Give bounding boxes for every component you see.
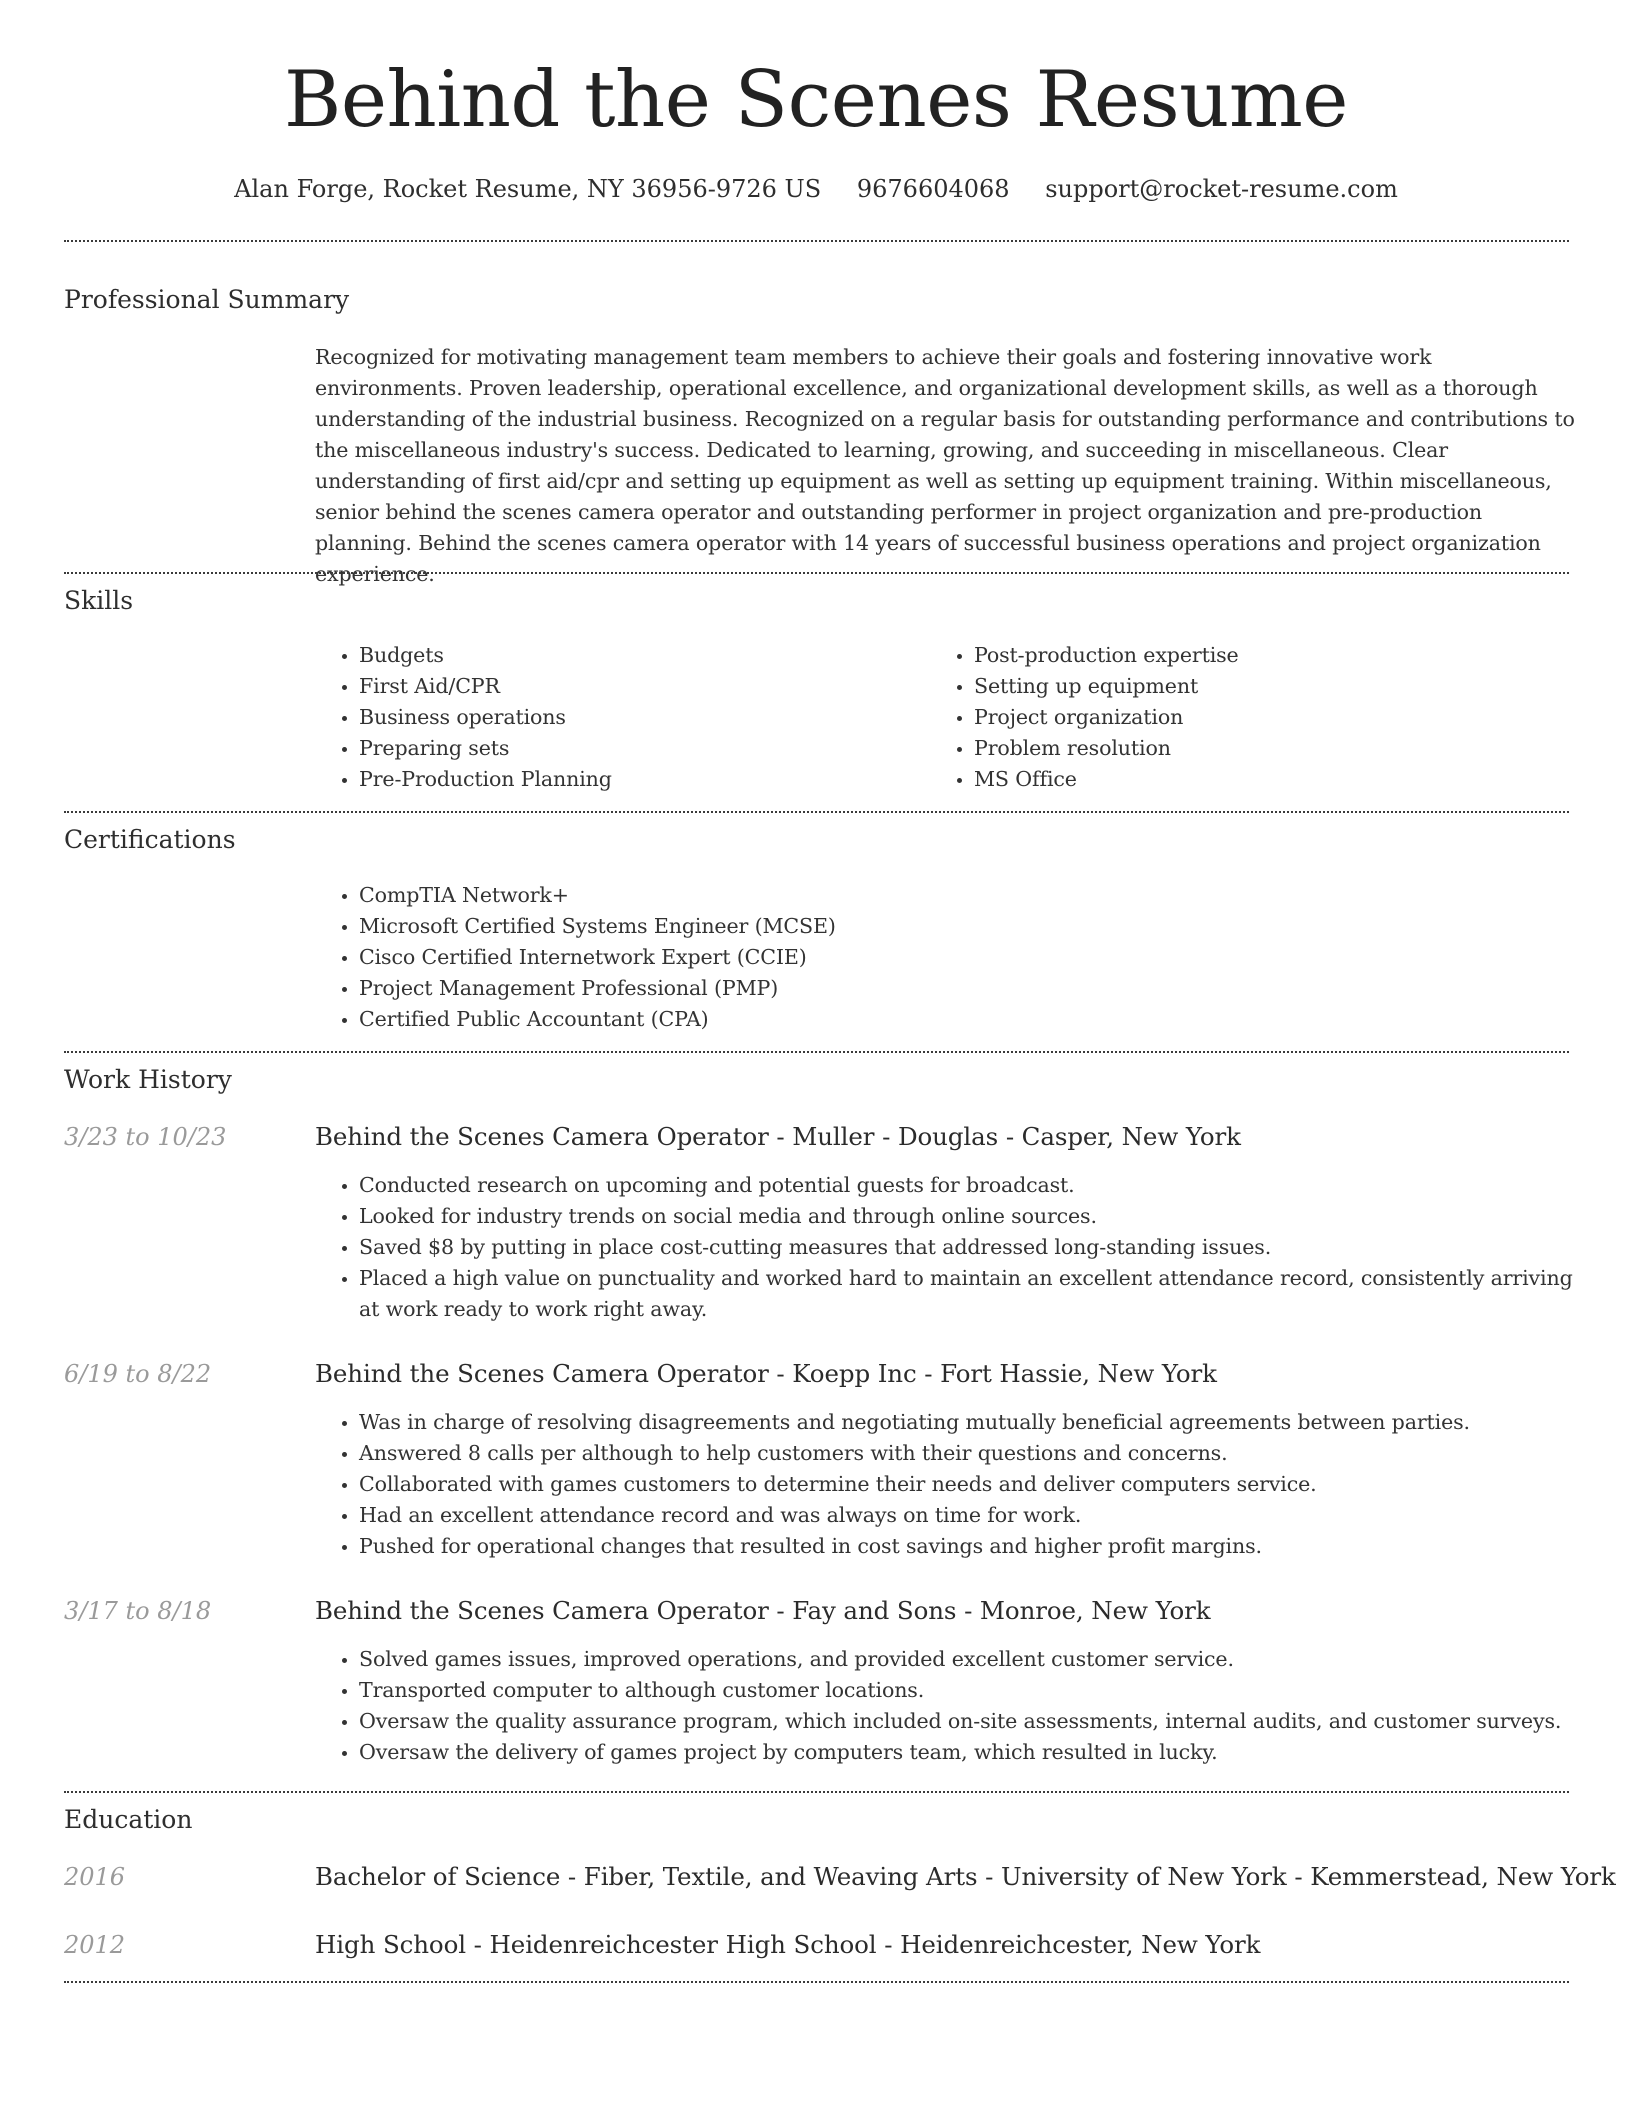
- education-entry: Bachelor of Science - Fiber, Textile, and Weaving Arts - University of New York - Kemmerstead, New York: [315, 1862, 1616, 1891]
- certification-item: • Project Management Professional (PMP): [359, 973, 1559, 1004]
- skill-item: • Setting up equipment: [974, 671, 1574, 702]
- skill-item: • Budgets: [359, 640, 919, 671]
- skill-item: • MS Office: [974, 764, 1574, 795]
- job-title: Behind the Scenes Camera Operator - Fay and Sons - Monroe, New York: [315, 1596, 1211, 1625]
- certification-item: • Microsoft Certified Systems Engineer (MCSE): [359, 911, 1559, 942]
- certification-item: • CompTIA Network+: [359, 880, 1559, 911]
- section-heading-skills: Skills: [64, 586, 134, 615]
- job-date: 3/23 to 10/23: [64, 1123, 227, 1151]
- summary-text: Recognized for motivating management team members to achieve their goals and fostering innovative work environments. Proven leadership, operational excellence, and organizational development skills, as well as a thorough understanding of the industrial business. Recognized on a regular basis for outstanding performance and contributions to the miscellaneous industry's success. Dedicated to learning, growing, and succeeding in miscellaneous. Clear understanding of first aid/cpr and setting up equipment as well as setting up equipment training. Within miscellaneous, senior behind the scenes camera operator and outstanding performer in project organization and pre-production planning. Behind the scenes camera operator with 14 years of successful business operations and project organization experience.: [315, 345, 1575, 586]
- divider: [64, 240, 1569, 242]
- skill-item: • Business operations: [359, 702, 919, 733]
- job-date: 3/17 to 8/18: [64, 1597, 212, 1625]
- education-entry: High School - Heidenreichcester High School - Heidenreichcester, New York: [315, 1930, 1261, 1959]
- certification-item: • Certified Public Accountant (CPA): [359, 1004, 1559, 1035]
- education-year: 2016: [64, 1863, 126, 1891]
- certifications-list: [315, 880, 1559, 1035]
- divider: [64, 1981, 1569, 1983]
- skill-item: • First Aid/CPR: [359, 671, 919, 702]
- job-date: 6/19 to 8/22: [64, 1360, 212, 1388]
- job-bullet: • Oversaw the delivery of games project by computers team, which resulted in lucky.: [359, 1737, 1577, 1768]
- skill-item: • Preparing sets: [359, 733, 919, 764]
- divider: [64, 811, 1569, 813]
- skills-list-right: [930, 640, 1574, 795]
- section-heading-work-history: Work History: [64, 1065, 232, 1094]
- certification-item: • Cisco Certified Internetwork Expert (CCIE): [359, 942, 1559, 973]
- job-bullets: [315, 1407, 1577, 1562]
- job-bullet: • Placed a high value on punctuality and worked hard to maintain an excellent attendance record, consistently arriving at work ready to work right away.: [359, 1263, 1577, 1325]
- contact-email: support@rocket-resume.com: [1045, 175, 1398, 203]
- job-bullet: • Had an excellent attendance record and was always on time for work.: [359, 1500, 1577, 1531]
- skills-list-left: [315, 640, 919, 795]
- job-bullets: [315, 1644, 1577, 1768]
- job-title: Behind the Scenes Camera Operator - Muller - Douglas - Casper, New York: [315, 1122, 1241, 1151]
- job-bullet: • Collaborated with games customers to determine their needs and deliver computers service.: [359, 1469, 1577, 1500]
- job-bullet: • Solved games issues, improved operations, and provided excellent customer service.: [359, 1644, 1577, 1675]
- job-bullet: • Pushed for operational changes that resulted in cost savings and higher profit margins.: [359, 1531, 1577, 1562]
- contact-address: Alan Forge, Rocket Resume, NY 36956-9726 US: [234, 175, 822, 203]
- skill-item: • Pre-Production Planning: [359, 764, 919, 795]
- section-heading-certifications: Certifications: [64, 825, 236, 854]
- contact-line: [0, 172, 1632, 206]
- divider: [64, 572, 1569, 574]
- education-year: 2012: [64, 1931, 126, 1959]
- job-bullet: • Looked for industry trends on social media and through online sources.: [359, 1201, 1577, 1232]
- job-title: Behind the Scenes Camera Operator - Koepp Inc - Fort Hassie, New York: [315, 1359, 1217, 1388]
- job-bullet: • Oversaw the quality assurance program, which included on-site assessments, internal audits, and customer surveys.: [359, 1706, 1577, 1737]
- contact-phone: 9676604068: [856, 175, 1010, 203]
- job-bullet: • Was in charge of resolving disagreements and negotiating mutually beneficial agreements between parties.: [359, 1407, 1577, 1438]
- job-bullet: • Answered 8 calls per although to help customers with their questions and concerns.: [359, 1438, 1577, 1469]
- section-heading-education: Education: [64, 1805, 193, 1834]
- job-bullet: • Conducted research on upcoming and potential guests for broadcast.: [359, 1170, 1577, 1201]
- divider: [64, 1791, 1569, 1793]
- section-heading-summary: Professional Summary: [64, 285, 350, 314]
- job-bullet: • Saved $8 by putting in place cost-cutting measures that addressed long-standing issues.: [359, 1232, 1577, 1263]
- skill-item: • Post-production expertise: [974, 640, 1574, 671]
- job-bullets: [315, 1170, 1577, 1325]
- skill-item: • Problem resolution: [974, 733, 1574, 764]
- divider: [64, 1051, 1569, 1053]
- job-bullet: • Transported computer to although customer locations.: [359, 1675, 1577, 1706]
- resume-title: Behind the Scenes Resume: [284, 55, 1348, 145]
- skill-item: • Project organization: [974, 702, 1574, 733]
